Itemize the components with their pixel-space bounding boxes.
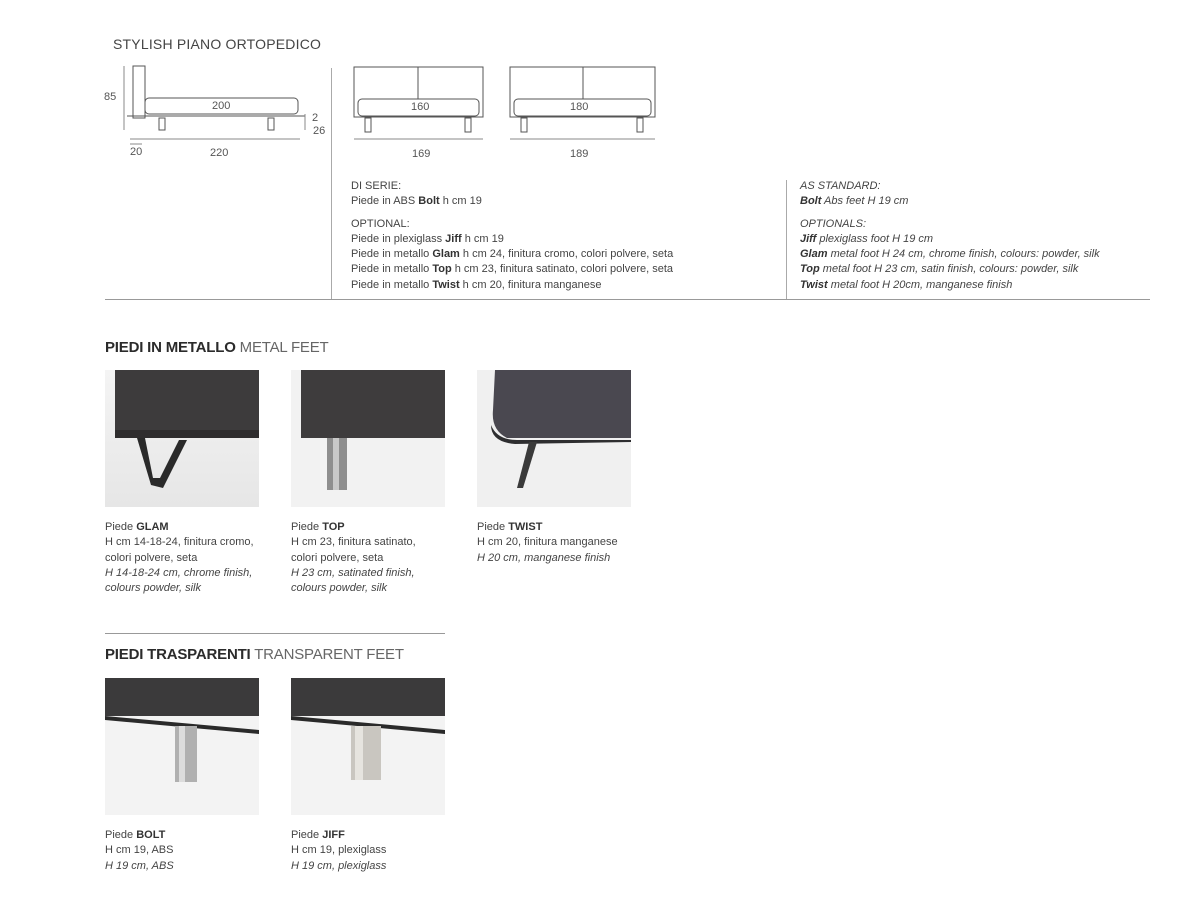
optional-line-en: Glam metal foot H 24 cm, chrome finish, colours: powder, silk (800, 248, 1100, 261)
standard-label-en: AS STANDARD: (800, 180, 881, 192)
page-title: STYLISH PIANO ORTOPEDICO (113, 36, 322, 52)
optional-line-it: Piede in metallo Glam h cm 24, finitura cromo, colori polvere, seta (351, 248, 674, 261)
twist-foot-photo (477, 370, 631, 507)
optional-label-it: OPTIONAL: (351, 217, 410, 230)
specs-italian (351, 179, 673, 293)
section-divider-2 (105, 633, 445, 634)
optional-line-it: Piede in metallo Top h cm 23, finitura satinato, colori polvere, seta (351, 263, 674, 276)
vertical-divider (331, 68, 332, 300)
optional-line-en: Top metal foot H 23 cm, satin finish, colours: powder, silk (800, 263, 1079, 276)
dim-foot-top: 2 (312, 112, 319, 124)
jiff-foot-photo (291, 678, 445, 815)
standard-label-it: DI SERIE: (351, 180, 402, 192)
optional-label-en: OPTIONALS: (800, 217, 867, 230)
standard-line-it: Piede in ABS Bolt h cm 19 (351, 195, 482, 208)
specs-english (800, 179, 1100, 293)
glam-caption: Piede GLAM H cm 14-18-24, finitura cromo, colori polvere, seta H 14-18-24 cm, chrome finish, colours powder, silk (105, 521, 254, 595)
optional-line-it: Piede in metallo Twist h cm 20, finitura manganese (351, 278, 602, 291)
optional-line-en: Jiff plexiglass foot H 19 cm (800, 232, 934, 245)
dim-length: 200 (212, 100, 231, 112)
glam-foot-photo (105, 370, 259, 507)
standard-line-en: Bolt Abs feet H 19 cm (800, 195, 909, 208)
optional-line-en: Twist metal foot H 20cm, manganese finish (800, 278, 1013, 291)
top-foot-photo (291, 370, 445, 507)
dim-inner-180: 180 (570, 101, 589, 113)
jiff-caption: Piede JIFF H cm 19, plexiglass H 19 cm, plexiglass (291, 829, 387, 872)
bolt-foot-photo (105, 678, 259, 815)
metal-feet-title: PIEDI IN METALLO METAL FEET (105, 339, 329, 356)
vertical-divider-2 (786, 180, 787, 300)
optional-line-it: Piede in plexiglass Jiff h cm 19 (351, 232, 504, 245)
dim-foot-height: 26 (313, 125, 326, 137)
section-divider (105, 299, 1150, 300)
dim-outer-189: 189 (570, 148, 589, 160)
dim-total: 220 (210, 147, 229, 159)
dim-outer-169: 169 (412, 148, 431, 160)
dim-offset: 20 (130, 146, 143, 158)
twist-caption: Piede TWIST H cm 20, finitura manganese H 20 cm, manganese finish (477, 521, 618, 564)
transparent-feet-title: PIEDI TRASPARENTI TRANSPARENT FEET (105, 646, 404, 663)
bolt-caption: Piede BOLT H cm 19, ABS H 19 cm, ABS (105, 829, 174, 872)
dim-height: 85 (104, 91, 117, 103)
top-caption: Piede TOP H cm 23, finitura satinato, colori polvere, seta H 23 cm, satinated finish, colours powder, silk (291, 521, 416, 595)
dim-inner-160: 160 (411, 101, 430, 113)
